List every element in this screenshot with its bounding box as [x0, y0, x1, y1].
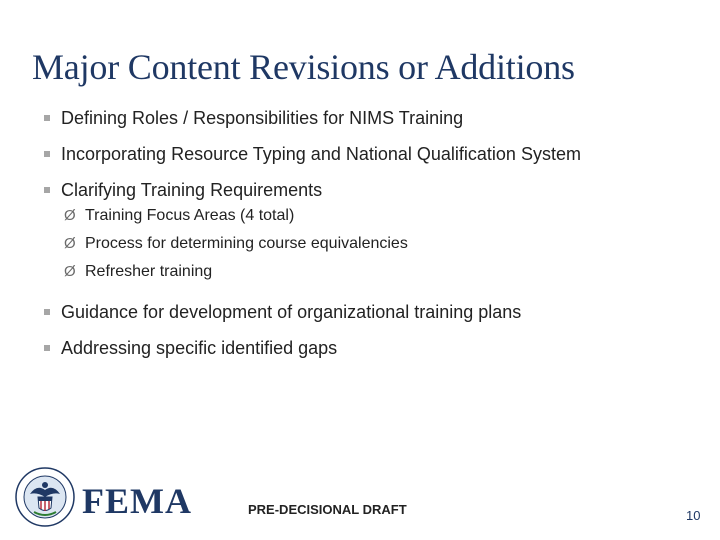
sub-bullet-item — [44, 262, 704, 290]
arrow-bullet-icon: Ø — [64, 263, 76, 280]
square-bullet-icon — [44, 115, 50, 121]
sub-bullet-item — [44, 206, 704, 234]
arrow-bullet-icon: Ø — [64, 235, 76, 252]
sub-bullet-item — [44, 234, 704, 262]
bullet-text: Defining Roles / Responsibilities for NIMS Training — [61, 108, 464, 128]
sub-bullet-list — [44, 206, 704, 290]
fema-logo — [14, 466, 194, 528]
bullet-text: Addressing specific identified gaps — [61, 338, 338, 358]
fema-wordmark: FEMA — [82, 481, 192, 521]
arrow-bullet-icon: Ø — [64, 207, 76, 224]
bullet-text: Incorporating Resource Typing and National Qualification System — [61, 144, 581, 164]
sub-bullet-text: Refresher training — [85, 263, 213, 280]
bullet-list — [44, 106, 704, 372]
bullet-text: Clarifying Training Requirements — [61, 180, 323, 200]
bullet-text: Guidance for development of organizational training plans — [61, 302, 522, 322]
sub-bullet-text: Training Focus Areas (4 total) — [85, 207, 295, 224]
page-number: 10 — [686, 508, 701, 523]
square-bullet-icon — [44, 309, 50, 315]
slide-title: Major Content Revisions or Additions — [32, 47, 575, 87]
draft-label: PRE-DECISIONAL DRAFT — [248, 502, 407, 517]
square-bullet-icon — [44, 151, 50, 157]
bullet-item — [44, 178, 704, 202]
bullet-item — [44, 336, 704, 372]
bullet-item — [44, 142, 704, 178]
dhs-seal-icon — [14, 466, 76, 528]
square-bullet-icon — [44, 345, 50, 351]
square-bullet-icon — [44, 187, 50, 193]
bullet-item — [44, 300, 704, 336]
sub-bullet-text: Process for determining course equivalencies — [85, 235, 408, 252]
bullet-item — [44, 106, 704, 142]
